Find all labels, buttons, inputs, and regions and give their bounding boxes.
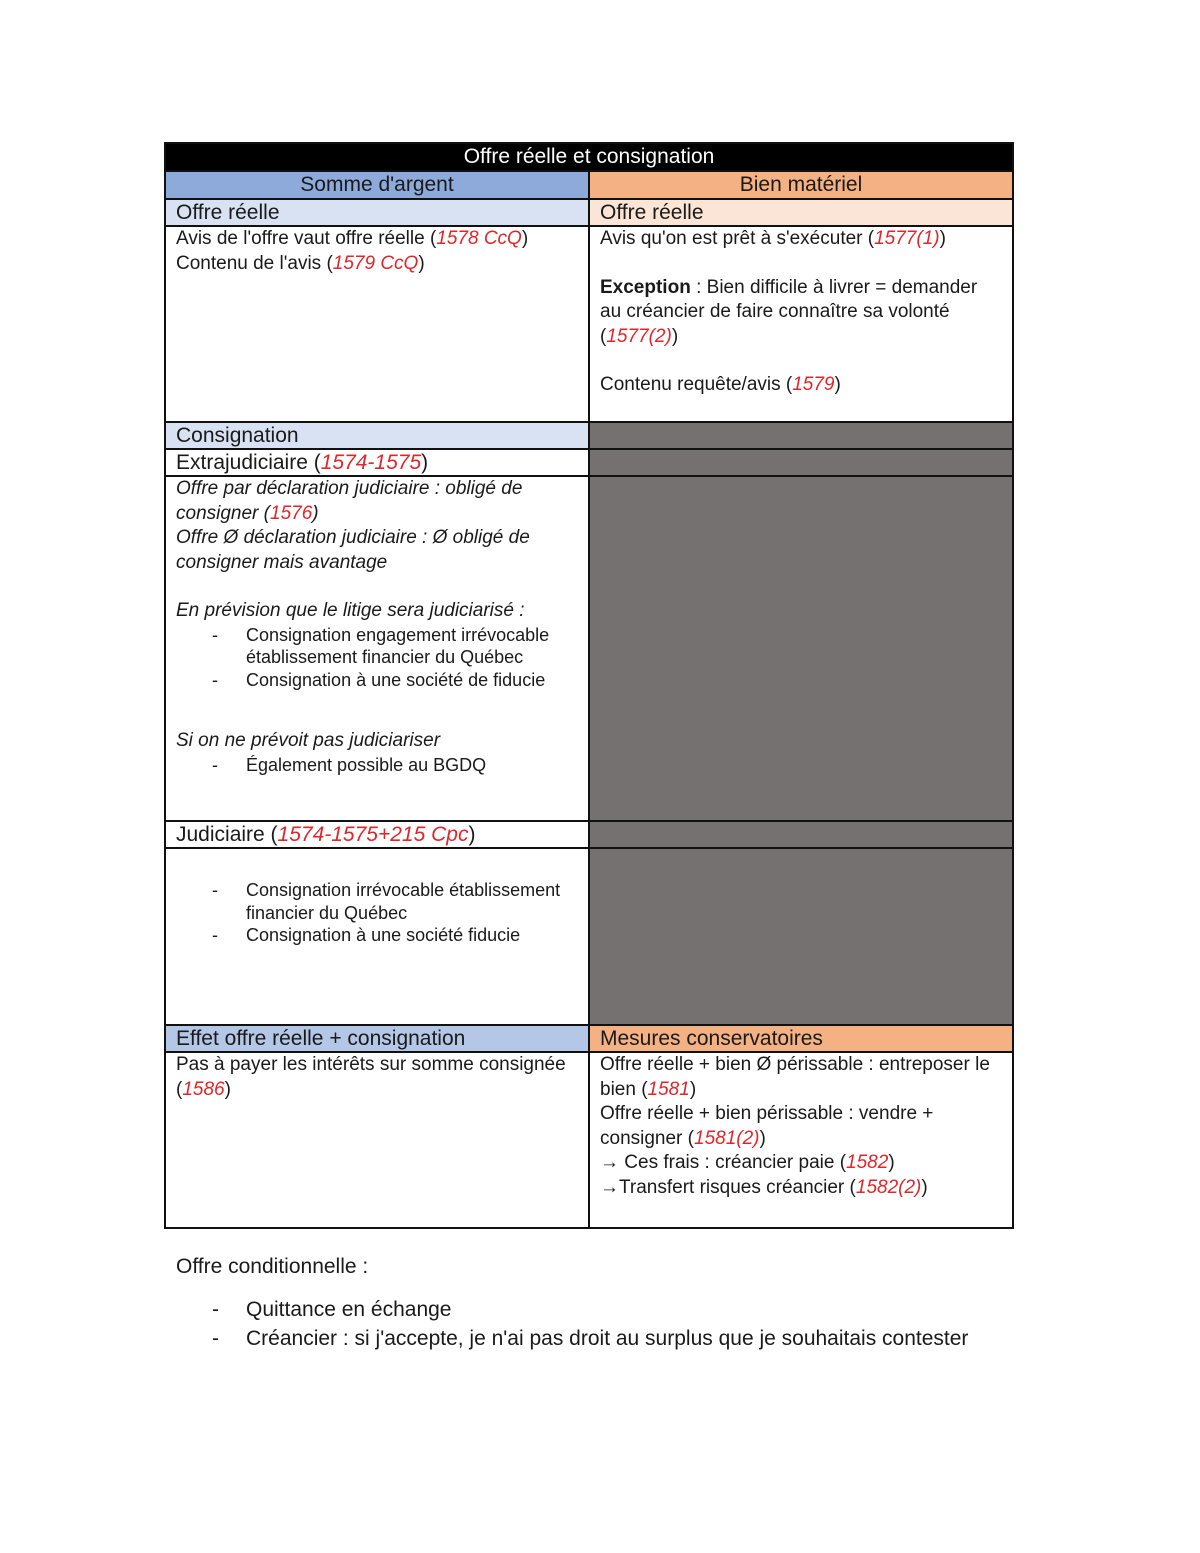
table-title: Offre réelle et consignation [165, 143, 1013, 171]
summary-table [164, 142, 1014, 1229]
section-offre-reelle-left: Offre réelle [165, 199, 589, 226]
judiciaire-list [176, 879, 578, 947]
judiciaire-head: Judiciaire (1574-1575+215 Cpc) [165, 821, 589, 848]
empty-cell [589, 821, 1013, 848]
offre-conditionnelle-heading: Offre conditionnelle : [176, 1255, 369, 1278]
list-item: - Consignation à une société de fiducie [212, 669, 578, 692]
empty-cell [589, 422, 1013, 449]
exception-paragraph: Exception : Bien difficile à livrer = demander au créancier de faire connaître sa volonté (1577(2)) [600, 276, 978, 347]
empty-cell [589, 449, 1013, 476]
mesure-line: Offre réelle + bien périssable : vendre + consigner (1581(2)) [600, 1103, 934, 1149]
section-offre-reelle-right: Offre réelle [589, 199, 1013, 226]
article-ref: 1581 [647, 1078, 690, 1100]
article-ref: 1574-1575+215 Cpc [277, 823, 469, 846]
no-prevision-list [176, 754, 578, 777]
exception-label: Exception [600, 276, 691, 298]
mesure-line: Offre réelle + bien Ø périssable : entreposer le bien (1581) [600, 1054, 990, 1100]
mesure-line: → Ces frais : créancier paie (1582) [600, 1152, 895, 1173]
section-consignation: Consignation [165, 422, 589, 449]
offre-conditionnelle-list [176, 1295, 996, 1353]
offre-conditionnelle-section [176, 1252, 996, 1353]
list-item: - Quittance en échange [212, 1295, 996, 1324]
list-item: - Créancier : si j'accepte, je n'ai pas droit au surplus que je souhaitais contester [212, 1324, 996, 1353]
no-decl-line: Offre Ø déclaration judiciaire : Ø obligé de consigner mais avantage [176, 527, 530, 573]
list-item: - Consignation à une société fiducie [212, 924, 578, 947]
contenu-requete-line: Contenu requête/avis (1579) [600, 374, 841, 395]
article-ref: 1579 [792, 374, 835, 395]
prevision-line: En prévision que le litige sera judiciarisé : [176, 600, 525, 621]
article-ref: 1579 CcQ [332, 252, 419, 274]
article-ref: 1576 [270, 502, 313, 524]
avis-line: Avis qu'on est prêt à s'exécuter (1577(1)) [600, 228, 946, 249]
article-ref: 1582(2) [855, 1176, 922, 1198]
article-ref: 1578 CcQ [436, 228, 522, 249]
avis-line: Avis de l'offre vaut offre réelle (1578 CcQ) [176, 228, 529, 249]
list-item: - Également possible au BGDQ [212, 754, 578, 777]
judiciaire-cell [165, 848, 589, 1025]
article-ref: 1574-1575 [320, 451, 422, 474]
contenu-line: Contenu de l'avis (1579 CcQ) [176, 252, 425, 274]
decl-line: Offre par déclaration judiciaire : obligé de consigner (1576) [176, 478, 523, 524]
article-ref: 1582 [846, 1152, 889, 1173]
article-ref: 1581(2) [694, 1127, 760, 1149]
article-ref: 1577(2) [606, 325, 672, 347]
effet-cell [165, 1052, 589, 1228]
section-effet: Effet offre réelle + consignation [165, 1025, 589, 1052]
list-item: - Consignation engagement irrévocable établissement financier du Québec [212, 624, 578, 669]
extrajudiciaire-head: Extrajudiciaire (1574-1575) [165, 449, 589, 476]
column-header-left: Somme d'argent [165, 171, 589, 199]
column-header-right: Bien matériel [589, 171, 1013, 199]
article-ref: 1577(1) [874, 228, 940, 249]
mesure-line: →Transfert risques créancier (1582(2)) [600, 1176, 928, 1198]
effet-line: Pas à payer les intérêts sur somme consignée (1586) [176, 1054, 566, 1100]
offre-reelle-left-cell [165, 226, 589, 422]
no-prevision-line: Si on ne prévoit pas judiciariser [176, 730, 441, 751]
empty-cell [589, 476, 1013, 821]
list-item: - Consignation irrévocable établissement financier du Québec [212, 879, 578, 924]
section-mesures-conservatoires: Mesures conservatoires [589, 1025, 1013, 1052]
mesures-cell [589, 1052, 1013, 1228]
empty-cell [589, 848, 1013, 1025]
article-ref: 1586 [182, 1078, 225, 1100]
extrajudiciaire-cell [165, 476, 589, 821]
prevision-list [176, 624, 578, 692]
offre-reelle-right-cell [589, 226, 1013, 422]
